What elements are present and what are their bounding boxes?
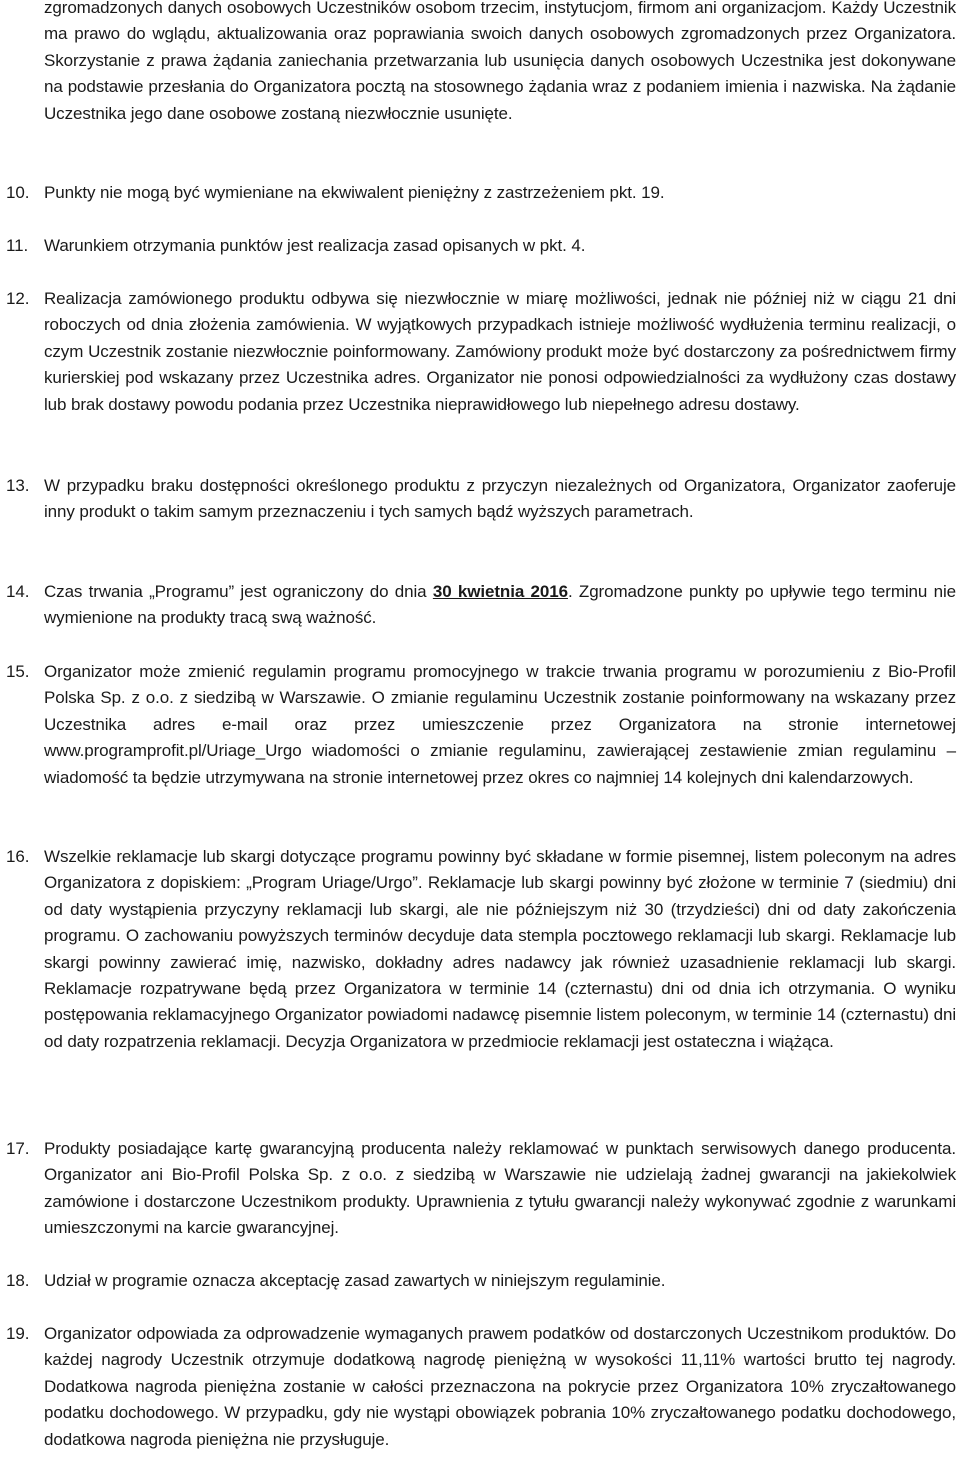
item-text: Wszelkie reklamacje lub skargi dotyczące programu powinny być składane w formie pisemnej, listem poleconym na adres Organizatora z dopiskiem: „Program Uriage/Urgo”. Reklamacje lub skargi powinny być złożone w terminie 7 (siedmiu) dni od daty wystąpienia przyczyny reklamacji lub skargi, ale nie późniejszym niż 30 (trzydzieści) dni od daty zakończenia programu. O zachowaniu powyższych terminów decyduje data stempla pocztowego reklamacji lub skargi. Reklamacje lub skargi powinny zawierać imię, nazwisko, dokładny adres nadawcy jak również uzasadnienie reklamacji lub skargi. Reklamacje rozpatrywane będą przez Organizatora w terminie 14 (czternastu) dni od dnia ich otrzymania. O wyniku postępowania reklamacyjnego Organizator powiadomi nadawcę pisemnie listem poleconym, w terminie 14 (czternastu) dni od daty rozpatrzenia reklamacji. Decyzja Organizatora w przedmiocie reklamacji jest ostateczna i wiążąca. — [44, 847, 956, 1051]
item-text: Punkty nie mogą być wymieniane na ekwiwalent pieniężny z zastrzeżeniem pkt. 19. — [44, 183, 665, 202]
list-item-17 — [6, 1136, 956, 1242]
item-number: 15. — [6, 662, 30, 681]
item-number: 10. — [6, 183, 30, 202]
list-item-10 — [6, 180, 956, 206]
list-item-14 — [6, 579, 956, 632]
item-text — [44, 579, 956, 632]
item-text-after: . Zgromadzone punkty po upływie tego terminu nie wymienione na produkty tracą swą ważność. — [44, 582, 956, 628]
item-number: 13. — [6, 476, 30, 495]
item-number: 12. — [6, 289, 30, 308]
item-number: 19. — [6, 1324, 30, 1343]
item-text: Warunkiem otrzymania punktów jest realizacja zasad opisanych w pkt. 4. — [44, 236, 586, 255]
list-item-16 — [6, 844, 956, 1055]
list-item-18 — [6, 1268, 956, 1294]
item-text: Produkty posiadające kartę gwarancyjną producenta należy reklamować w punktach serwisowych danego producenta. Organizator ani Bio-Profil Polska Sp. z o.o. z siedzibą w Warszawie nie udzielają żadnej gwarancji na jakiekolwiek zamówione i dostarczone Uczestnikom produkty. Uprawnienia z tytułu gwarancji należy wykonywać zgodnie z warunkami umieszczonymi na karcie gwarancyjnej. — [44, 1139, 956, 1238]
list-item-19 — [6, 1321, 956, 1453]
intro-paragraph: zgromadzonych danych osobowych Uczestników osobom trzecim, instytucjom, firmom ani organizacjom. Każdy Uczestnik ma prawo do wglądu, aktualizowania oraz poprawiania swoich danych osobowych zgromadzonych przez Organizatora. Skorzystanie z prawa żądania zaniechania przetwarzania lub usunięcia danych osobowych Uczestnika jest dokonywane na podstawie przesłania do Organizatora pocztą na stosownego żądania wraz z podaniem imienia i nazwiska. Na żądanie Uczestnika jego dane osobowe zostaną niezwłocznie usunięte. — [44, 0, 956, 123]
item-number: 14. — [6, 582, 30, 601]
item-number: 18. — [6, 1271, 30, 1290]
list-item-12 — [6, 286, 956, 418]
end-date: 30 kwietnia 2016 — [432, 582, 568, 601]
item-text: Organizator może zmienić regulamin programu promocyjnego w trakcie trwania programu w porozumieniu z Bio-Profil Polska Sp. z o.o. z siedzibą w Warszawie. O zmianie regulaminu Uczestnik zostanie poinformowany na wskazany przez Uczestnika adres e-mail oraz przez umieszczenie przez Organizatora na stronie internetowej www.programprofit.pl/Uriage_Urgo wiadomości o zmianie regulaminu, zawierającej zestawienie zmian regulaminu – wiadomość ta będzie utrzymywana na stronie internetowej przez okres co najmniej 14 kolejnych dni kalendarzowych. — [44, 662, 956, 787]
item-number: 11. — [6, 236, 29, 255]
item-text: Organizator odpowiada za odprowadzenie wymaganych prawem podatków od dostarczonych Uczestnikom produktów. Do każdej nagrody Uczestnik otrzymuje dodatkową nagrodę pieniężną w wysokości 11,11% wartości brutto tej nagrody. Dodatkowa nagroda pieniężna zostanie w całości przeznaczona na pokrycie przez Organizatora 10% zryczałtowanego podatku dochodowego. W przypadku, gdy nie wystąpi obowiązek pobrania 10% zryczałtowanego podatku dochodowego, dodatkowa nagroda pieniężna nie przysługuje. — [44, 1324, 956, 1449]
item-text: Realizacja zamówionego produktu odbywa się niezwłocznie w miarę możliwości, jednak nie później niż w ciągu 21 dni roboczych od dnia złożenia zamówienia. W wyjątkowych przypadkach istnieje możliwość wydłużenia terminu realizacji, o czym Uczestnik zostanie niezwłocznie poinformowany. Zamówiony produkt może być dostarczony za pośrednictwem firmy kurierskiej pod wskazany przez Uczestnika adres. Organizator nie ponosi odpowiedzialności za wydłużony czas dostawy lub brak dostawy powodu podania przez Uczestnika nieprawidłowego lub niepełnego adresu dostawy. — [44, 289, 956, 414]
list-item-15 — [6, 659, 956, 791]
item-number: 16. — [6, 847, 30, 866]
list-item-11 — [6, 233, 956, 259]
list-item-13 — [6, 473, 956, 526]
item-text: W przypadku braku dostępności określonego produktu z przyczyn niezależnych od Organizatora, Organizator zaoferuje inny produkt o takim samym przeznaczeniu i tych samych bądź wyższych parametrach. — [44, 476, 956, 522]
item-text: Udział w programie oznacza akceptację zasad zawartych w niniejszym regulaminie. — [44, 1271, 666, 1290]
item-text-before: Czas trwania „Programu” jest ograniczony do dnia — [44, 582, 433, 601]
item-number: 17. — [6, 1139, 30, 1158]
